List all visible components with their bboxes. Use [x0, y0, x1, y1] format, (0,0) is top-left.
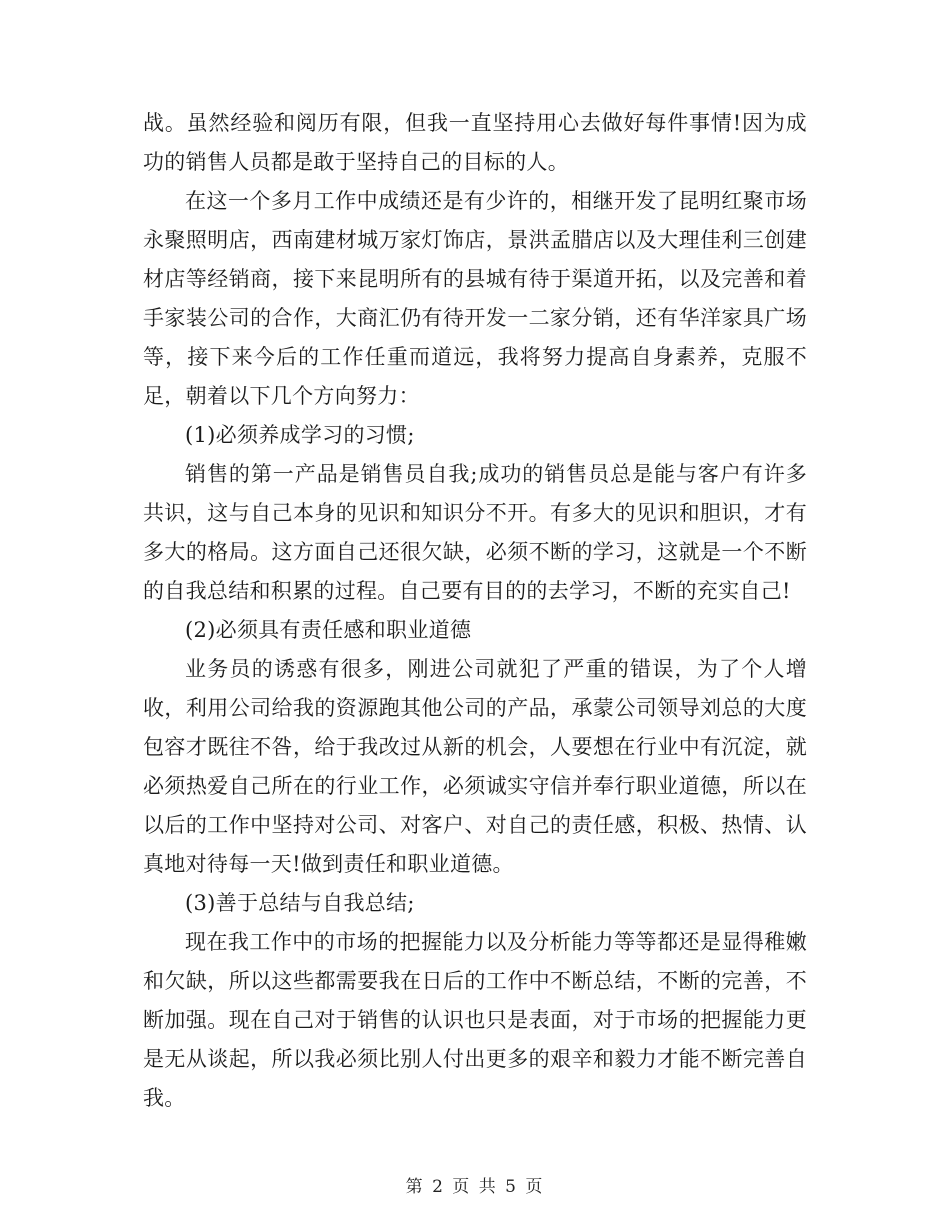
paragraph-learning: 销售的第一产品是销售员自我;成功的销售员总是能与客户有许多共识，这与自己本身的见识和知识分不开。有多大的见识和胆识，才有多大的格局。这方面自己还很欠缺，必须不断的学习，这就是一个不断的自我总结和积累的过程。自己要有目的的去学习，不断的充实自己!: [143, 462, 807, 603]
document-body: [143, 104, 807, 1118]
page-number-footer: 第 2 页 共 5 页: [405, 1177, 545, 1197]
heading-summary: (3)善于总结与自我总结;: [185, 891, 415, 915]
paragraph-responsibility: 业务员的诱惑有很多，刚进公司就犯了严重的错误，为了个人增收，利用公司给我的资源跑其他公司的产品，承蒙公司领导刘总的大度包容才既往不咎，给于我改过从新的机会，人要想在行业中有沉淀，就必须热爱自己所在的行业工作，必须诚实守信并奉行职业道德，所以在以后的工作中坚持对公司、对客户、对自己的责任感，积极、热情、认真地对待每一天!做到责任和职业道德。: [143, 657, 807, 876]
heading-responsibility: (2)必须具有责任感和职业道德: [185, 618, 472, 642]
paragraph-achievements: 在这一个多月工作中成绩还是有少许的，相继开发了昆明红聚市场永聚照明店，西南建材城万家灯饰店，景洪孟腊店以及大理佳利三创建材店等经销商，接下来昆明所有的县城有待于渠道开拓，以及完善和着手家装公司的合作，大商汇仍有待开发一二家分销，还有华洋家具广场等，接下来今后的工作任重而道远，我将努力提高自身素养，克服不足，朝着以下几个方向努力：: [143, 189, 807, 408]
heading-learning-habit: (1)必须养成学习的习惯;: [185, 423, 415, 447]
paragraph-summary: 现在我工作中的市场的把握能力以及分析能力等等都还是显得稚嫩和欠缺，所以这些都需要我在日后的工作中不断总结，不断的完善，不断加强。现在自己对于销售的认识也只是表面，对于市场的把握能力更是无从谈起，所以我必须比别人付出更多的艰辛和毅力才能不断完善自我。: [143, 930, 807, 1110]
paragraph-continued: 战。虽然经验和阅历有限，但我一直坚持用心去做好每件事情!因为成功的销售人员都是敢于坚持自己的目标的人。: [143, 111, 807, 174]
